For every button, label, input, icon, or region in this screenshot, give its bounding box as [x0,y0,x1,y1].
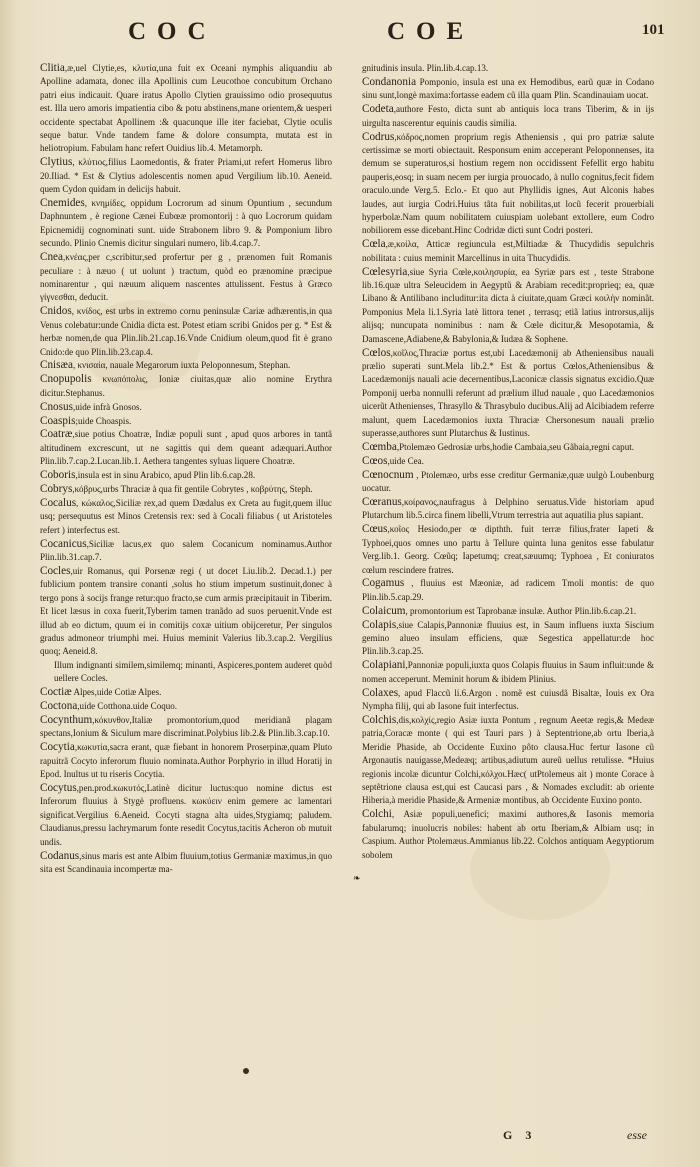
entry-text: ,κόβρυς,urbs Thraciæ à qua fit gentile Cobrytes , κοβρύτης, Steph. [72,484,313,495]
entry-text: κνωπόπολις, Ioniæ ciuitas,quæ alio nomine Erythra dicitur.Stephanus. [40,374,332,398]
entry-headword: Cœlesyria [362,265,408,278]
entry-text: ,κοῖος Hesiodo,per œ dipthth. fuit terræ filius,frater Iapeti & Typhoei,quos omnes uno partu à Tellure quinta luna genitos esse fabulatur Verg.lib.1. Georg. Cœũq; Iapetumq; creat,sæuumq; Typhoea , Et coniuratos cœlum rescindere fratres. [362,524,654,575]
entry-headword: Clitia [40,62,65,74]
dictionary-entry [362,76,654,103]
dictionary-entry [40,782,332,849]
catchword: esse [627,1128,647,1142]
entry-headword: Cocynthum [40,714,93,726]
entry-text: ,Ptolemæo Gedrosiæ urbs,hodie Cambaia,seu Gãbaia,regni caput. [396,441,634,452]
entry-headword: Cœos [362,454,388,467]
dictionary-entry [362,131,654,238]
dictionary-entry [40,741,332,781]
entry-text: ,dis,κολχίς,regio Asiæ iuxta Pontum , regnum Aeetæ regis,& Medeæ patria,Coracæ monte ( qui est Tauri pars ) à Septentrione,ab ortu Iberia,à Meridie Phaside, ab Occidente Euxino pôto clausa.Huc fertur Iasone cũ Argonautis nauigasse,Medeæq; artibus,adiutum aureũ uellus retulisse. *Huius regionis incolæ dicuntur Colchi,κόλχοι.Hæc( utPtolemeus ait ) monte Corace à septẽtrione clausa est,qui est Caucasi pars , & Nomades excludit: ab oriente Hiberia,à meridie Phaside,& Armeniæ montibus, ab Occidente Euxino ponto. [362,715,654,806]
entry-headword: Condanonia [362,75,417,88]
right-column [362,62,654,862]
dictionary-entry [362,523,654,577]
entry-text: gnitudinis insula. Plin.lib.4.cap.13. [362,63,489,73]
dictionary-entry [362,659,654,686]
entry-text: ,siue Syria Cœle,κοιλησυρία, ea Syriæ pars est , teste Strabone lib.16.quæ ultra Seleucidem in Aegyptũ & Arabiam recedit:proprieq; ea, quæ Libano & Antilibano includitur:ita dicta à ciuitate,quam Græci κοιλὴν nominãt. Pomponius Mela li.1.Syria latè littora tenet , terrasq; etiã latius introrsus,alijs alijsq; nuncupata nominibus : nam & Cœle dicitur,& Mesopotamia, & Damascene,Adiabene,& Babylonia,& Iudæa & Sophene. [362,266,654,344]
dictionary-entry [40,850,332,877]
dictionary-entry [362,619,654,659]
entry-text: , fluuius est Mæoniæ, ad radicem Tmoli montis: de quo Plin.lib.5.cap.29. [362,578,654,602]
dictionary-entry [362,238,654,265]
entry-headword: Colchi [362,808,392,821]
entry-headword: Codrus [362,130,395,143]
entry-headword: Colaxes [362,686,399,699]
entry-headword: Cocytia [40,741,75,754]
entry-text: , κνίδος, est urbs in extremo cornu peninsulæ Cariæ adhærentis,in qua Venus colebatur:unde Cnidia dicta est. Potest etiam scribi Gnidos per g. * Est & herbæ nomen,de qua Plin.lib.21.cap.16.Vnde Cnidium oleum,quod fit è grano Cnido:de quo Plin.lib.23.cap.4. [40,306,332,357]
verse-quote: Illum indignanti similem,similemq; minanti, Aspiceres,pontem auderet quòd uellere Cocles. [54,659,332,684]
entry-headword: Colapiani [362,659,406,672]
running-head-right: COE [387,18,475,45]
entry-text: ,uir Romanus, qui Porsenæ regi ( ut docet Liu.lib.2. Decad.1.) per fublicium pontem transire conanti ,solus ho stium impetum sustinuit,donec à tergo pons à socijs frange retur:quo fracto,se cum armis præcipitauit in Tiberim. Et licet læsus in coxa fuerit,Tyberim tamen tranãdo ad suos peruenit.Vnde est illud ab eo dictum, quum ei in comitijs coxæ uitium obijceretur, Per singulos gradus admoneor triumphi mei. Huius meminit Valerius lib.3.cap.2. Vergilius quoq; Aeneid.8. [40,566,332,657]
entry-text: ,insula est in sinu Arabico, apud Plin lib.6.cap.28. [75,470,256,481]
entry-headword: Colchis [362,714,397,726]
entry-text: ,siue Calapis,Pannoniæ fluuius est, in Saum influens iuxta Siscium gemino alueo insulam efficiens, quæ Segestica appellatur:de hoc Plin.lib.3.cap.25. [362,619,654,657]
entry-headword: Codanus [40,849,80,862]
entry-text: ,uide infrà Gnosos. [72,401,142,412]
entry-headword: Cnopupolis [40,373,92,386]
dictionary-entry [362,103,654,130]
entry-headword: Cnea [40,251,63,264]
dictionary-entry [362,469,654,496]
entry-headword: Clytius [40,156,73,169]
entry-headword: Coaspis [40,414,76,427]
entry-headword: Cnisæa [40,359,73,372]
dictionary-entry [40,415,332,428]
entry-text: ,κωκυτία,sacra erant, quæ fiebant in honorem Proserpinæ,quam Pluto rapuitrã Cocyto inferorum fluuio nominata.Author Porphyrio in illud Horatij in Epod. Inultus ut tu riseris Cocytia. [40,742,332,780]
dictionary-entry [362,347,654,441]
dictionary-entry [362,577,654,604]
dictionary-entry [40,483,332,496]
dictionary-entry [362,62,654,75]
dictionary-entry [40,305,332,359]
entry-headword: Cocles [40,565,71,578]
entry-headword: Cœus [362,523,388,536]
dictionary-entry [362,455,654,468]
entry-headword: Cœmba [362,440,397,453]
dictionary-entry [40,469,332,482]
dictionary-entry [40,373,332,400]
dictionary-entry [40,251,332,305]
entry-text: ,uide Cotthona.uide Coquo. [77,701,178,712]
running-head-left: COC [128,18,217,45]
entry-headword: Coboris [40,469,76,482]
entry-text: , κνισαία, nauale Megarorum iuxta Peloponnesum, Stephan. [72,360,291,371]
signature-mark: G 3 [503,1128,537,1142]
entry-text: ,siue potius Choatræ, Indiæ populi sunt , apud quos arbores in tantã altitudinem excrescunt, ut ne sagittis qui dem queant adæquari.Author Plin.lib.7.cap.2.Lucan.lib.1. Aethera tangentes syluas liquere Choatræ. [40,429,332,467]
entry-text: ,æ,uel Clytie,es, κλυτία,una fuit ex Oceani nymphis aliquandiu ab Apolline adamata, donec illa Apollinis cum Leucothoe concubitum Orchano patri eius indicauit. Quare iratus Apollo Clytien grauissimo odio prosequutus est. Illa uero amoris impatientia cibo & potu abstinens,mane orientem,& uesperi occidente spectabat Apollinem :& quacunque ille iter faciebat, Clytie oculis seque batur. Vnde tandem fame & dolore consumpta, mutata est in heliotropium. Fabulam hanc refert Ouidius lib.4. Metamorph. [40,63,332,154]
dictionary-entry [40,714,332,741]
running-header [0,14,700,54]
entry-text: , Asiæ populi,uenefici; maximi authores,& Iasonis memoria fabularumq; inuolucris nobiles: habent ab ortu Iberiam,& Albiam usq; in Caspium. Author Ptolemæus.Ammianus lib.22. Colchos antiquam Aegyptiorum sobolem [362,809,654,860]
entry-text: , κώκαλος,Siciliæ rex,ad quem Dædalus ex Creta au fugit,quem illuc usq; persequutus est Minos Cretensis rex: sed à Cocali filiabus ( ut Aristoteles refert ) interfectus est. [40,498,332,535]
entry-headword: Cocalus [40,497,77,509]
dictionary-entry [40,197,332,251]
entry-text: ,æ,κοίλα, Atticæ regiuncula est,Miltiadæ & Thucydidis sepulchris nobilitata : cuius meminit Marcellinus in uita Thucydidis. [362,239,654,263]
entry-text: ,sinus maris est ante Albim fluuium,totius Germaniæ maximus,in quo sita est Scandinauia incompertæ ma- [40,850,332,874]
entry-text: ,κόκυνθον,Italiæ promontorium,quod meridianã plagam spectans,Ionium & Siculum mare discriminat.Polybius lib.2.& Plin.lib.3.cap.10. [40,715,332,739]
page-number: 101 [642,22,665,38]
entry-text: ,Pannoniæ populi,iuxta quos Colapis fluuius in Saum influit:unde & nomen acceperunt. Meminit horum & ibidem Plinius. [362,660,654,684]
dictionary-entry [40,565,332,686]
dictionary-entry [362,266,654,346]
entry-headword: Cocytus [40,782,77,795]
dictionary-entry [362,808,654,862]
dictionary-entry [362,687,654,714]
dictionary-entry [362,441,654,454]
left-column [40,62,332,877]
dictionary-entry [40,156,332,196]
ornament-dot [243,1068,249,1074]
entry-headword: Coctiæ [40,686,72,699]
entry-text: Pomponio, insula est una ex Hemodibus, earũ quæ in Codano sinu sunt,longè maxima:fortasse eadem cũ illa quam Plin. Scandinauiam uocat. [362,76,654,101]
entry-headword: Cnemides [40,197,85,210]
entry-text: ,κοίρανος,naufragus à Delphino seruatus.Vide historiam apud Plutarchum lib.5.circa finem libelli,Vtrum terrestria aut aquatilia plus sapiant. [362,497,654,521]
entry-text: ,pen.prod.κωκυτός,Latinè dicitur luctus:quo nomine dictus est Inferorum fluuius à Stygè profluens. κωκύειν enim gemere ac lamentari significat.Vergilius 6.Aeneid. Cocyti stagna alta uides,Stygiamq; paludem. Claudianus,pressu lachrymarum fonte resedit Cocytus,tacitis Acheron ob mutuit undis. [40,783,332,847]
entry-text: , κλύτιος,filius Laomedontis, & frater Priami,ut refert Homerus libro 20.Iliad. * Est & Clytius adolescentis nomen apud Vergilium lib.10. Aeneid. quem Cydon quidam in delicijs habuit. [40,157,332,195]
entry-headword: Cogamus [362,577,405,590]
entry-headword: Coatræ [40,428,73,441]
entry-text: , κνημίδες, oppidum Locrorum ad sinum Opuntium , secundum Daphnuntem , è regione Cænei Eubœæ promontorij : à quo Locrorum quidam Epicnemidij cognominati sunt. uide Strabonem libro 9. & Pomponium libro secundo. Plinio Cnemis dicitur singulari numero, lib.4.cap.7. [40,198,332,249]
dictionary-entry [40,428,332,468]
entry-headword: Cobrys [40,483,73,496]
entry-text: ,uide Cea. [387,455,424,466]
entry-text: ,Siciliæ lacus,ex quo salem Cocanicum nominamus.Author Plin.lib.31.cap.7. [40,538,332,563]
entry-headword: Cnidos [40,305,72,318]
entry-text: , Ptolemæo, urbs esse creditur Germaniæ,quæ uulgò Loubenburg uocatur. [362,469,654,494]
entry-headword: Cœranus [362,496,402,508]
dictionary-entry [40,700,332,713]
entry-headword: Cœlos [362,346,391,359]
dictionary-entry [362,496,654,523]
dictionary-entry [40,62,332,156]
entry-text: ,authore Festo, dicta sunt ab antiquis loca trans Tiberim, & in ijs uirgulta nascerentur equinis caudis similia. [362,104,654,128]
entry-headword: Cœnocnum [362,468,414,481]
entry-headword: Colaicum [362,604,406,617]
entry-headword: Cocanicus [40,537,87,550]
entry-headword: Cnosus [40,400,73,413]
entry-headword: Colapis [362,618,397,631]
dictionary-entry [40,497,332,537]
entry-text: , promontorium est Taprobanæ insulæ. Author Plin.lib.6.cap.21. [405,605,637,616]
entry-text: ;uide Choaspis. [75,415,132,426]
entry-text: ,κόδρος,nomen proprium regis Atheniensis , qui pro patriæ salute certissimæ se morti obiectauit. Responsum enim acceperant Peloponnenses, ita demum se superaturos,si hostium regem non occidissent Fefellit ergo habitu pauperis,eosq; in suam necem per iurgia prouocado, à nullo cognitus,fecit fidem oraculo.unde Verg.5. Eclo.- Et quo aut Phyllidis ignes, Aut Alconis habes laudes, aut iurgia Codri.Huius tãta fuit nobilitas,ut locũ fecerit prouerbiali hyperbolæ.Nam quum nobilitatem cuiuspiam uolebant extollere, eum Codro nobiliorem esse dicebant.Hinc Codridæ dicti sunt Codri posteri. [362,131,654,236]
entry-headword: Codeta [362,103,394,116]
dictionary-entry [40,686,332,699]
dictionary-entry [40,401,332,414]
entry-headword: Coctona [40,700,78,713]
dictionary-entry [362,605,654,618]
entry-text: ,κνέας,per c,scribitur,sed profertur per g , prænomen fuit Romanis peculiare : à næuo ( ut uolunt ) tractum, quòd eo prænomine præcipue nominarentur , qui næuum aliquem nascentes attulissent. Festus à Græco γίγνεσθαι, deducit. [40,252,332,303]
dictionary-entry [40,359,332,372]
entry-text: ,κοῖλος,Thraciæ portus est,ubi Lacedæmonij ab Atheniensibus nauali prælio superati sunt.Mela lib.2.* Est & portus Cœlos,Atheniensibus & Lacedæmonijs nauali acie decernentibus,Laconicæ classis signatus excidio.Quæ Pomponij uerba nonnulli referunt ad prælium illud nauale , quo Lacedæmonios uicerũt Athenienses, Thrasyllo & Thrasybulo ducibus.Alij ad Alcibiadem referre malunt, quem Lacedæmonios iuxta Thraciæ Chersonesum nauali prælio superasse,authores sunt Plutarchus & Iustinus. [362,347,654,438]
entry-text: , apud Flaccũ li.6.Argon . nomẽ est cuiusdã Bisaltæ, Iouis ex Ora Nympha filij, qui ab Iasone fuit interfectus. [362,687,654,712]
entry-text: Alpes,uide Cotiæ Alpes. [71,687,162,698]
entry-headword: Cœla [362,238,386,251]
dictionary-entry [362,714,654,808]
dictionary-entry [40,538,332,565]
margin-mark: ❧ [353,873,361,883]
